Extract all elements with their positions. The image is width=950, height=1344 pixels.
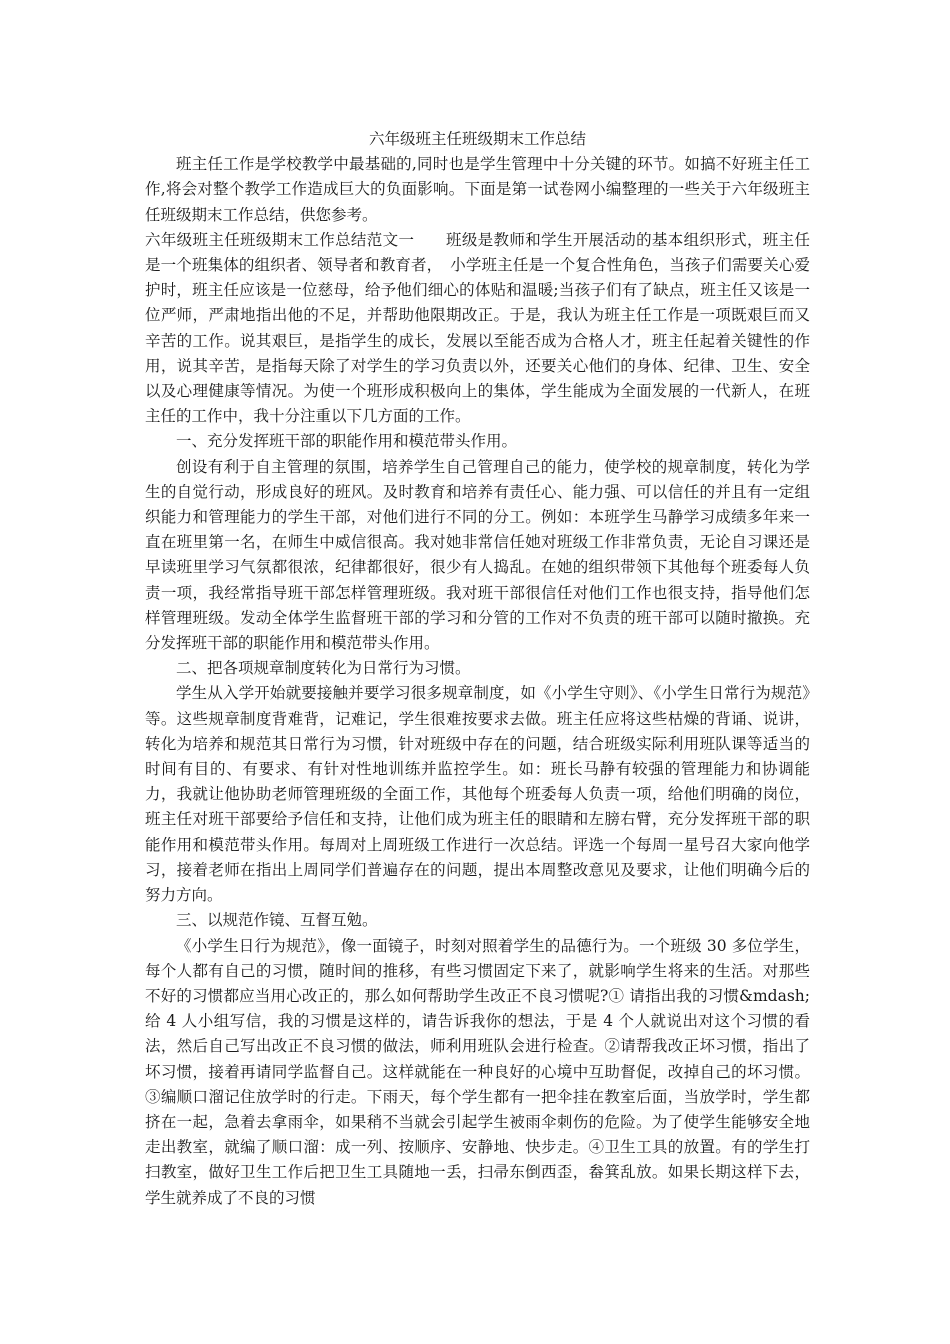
document-title: 六年级班主任班级期末工作总结: [368, 130, 586, 148]
body-paragraph-2: 学生从入学开始就要接触并要学习很多规章制度，如《小学生守则》、《小学生日常行为规范》等。这些规章制度背难背，记难记，学生很难按要求去做。班主任应将这些枯燥的背诵、说讲，转化为培养和规范其日常行为习惯，针对班级中存在的问题，结合班级实际利用班队课等适当的时间有目的、有要求、有针对性地训练并监控学生。如：班长马静有较强的管理能力和协调能力，我就让他协助老师管理班级的全面工作，其他每个班委每人负责一项，给他们明确的岗位，班主任对班干部要给予信任和支持，让他们成为班主任的眼睛和左膀右臂，充分发挥班干部的职能作用和模范带头作用。每周对上周班级工作进行一次总结。评选一个每周一星号召大家向他学习，接着老师在指出上周同学们普遍存在的问题，提出本周整改意见及要求，让他们明确今后的努力方向。: [145, 684, 810, 905]
section1-lead-paragraph: 六年级班主任班级期末工作总结范文一 班级是教师和学生开展活动的基本组织形式，班主任是一个班集体的组织者、领导者和教育者， 小学班主任是一个复合性角色，当孩子们需要关心爱护时，班主任应该是一位慈母，给予他们细心的体贴和温暖;当孩子们有了缺点，班主任又该是一位严师，严肃地指出他的不足，并帮助他限期改正。于是，我认为班主任工作是一项既艰巨而又辛苦的工作。说其艰巨，是指学生的成长，发展以至能否成为合格人才，班主任起着关键性的作用，说其辛苦，是指每天除了对学生的学习负责以外，还要关心他们的身体、纪律、卫生、安全以及心理健康等情况。为使一个班形成积极向上的集体，学生能成为全面发展的一代新人，在班主任的工作中，我十分注重以下几方面的工作。: [145, 230, 810, 426]
body-paragraph-1: 创设有利于自主管理的氛围，培养学生自己管理自己的能力，使学校的规章制度，转化为学生的自觉行动，形成良好的班风。及时教育和培养有责任心、能力强、可以信任的并且有一定组织能力和管理能力的学生干部，对他们进行不同的分工。例如：本班学生马静学习成绩多年来一直在班里第一名，在师生中威信很高。我对她非常信任她对班级工作非常负责，无论自习课还是早读班里学习气氛都很浓，纪律都很好，很少有人捣乱。在她的组织带领下其他每个班委每人负责一项，我经常指导班干部怎样管理班级。我对班干部很信任对他们工作也很支持，指导他们怎样管理班级。发动全体学生监督班干部的学习和分管的工作对不负责的班干部可以随时撤换。充分发挥班干部的职能作用和模范带头作用。: [145, 457, 810, 653]
section-heading-1: 一、充分发挥班干部的职能作用和模范带头作用。: [176, 432, 518, 451]
section-heading-2: 二、把各项规章制度转化为日常行为习惯。: [176, 659, 471, 678]
document-page: [145, 127, 810, 1211]
body-paragraph-3: 《小学生日行为规范》，像一面镜子，时刻对照着学生的品德行为。一个班级 30 多位学生，每个人都有自己的习惯，随时间的推移，有些习惯固定下来了，就影响学生将来的生活。对那些不好的习惯都应当用心改正的，那么如何帮助学生改正不良习惯呢?① 请指出我的习惯&mdash;给 4 人小组写信，我的习惯是这样的，请告诉我你的想法，于是 4 个人就说出对这个习惯的看法，然后自己写出改正不良习惯的做法，师利用班队会进行检查。②请帮我改正坏习惯，指出了坏习惯，接着再请同学监督自己。这样就能在一种良好的心境中互助督促，改掉自己的坏习惯。③编顺口溜记住放学时的行走。下雨天，每个学生都有一把伞挂在教室后面，当放学时，学生都挤在一起，急着去拿雨伞，如果稍不当就会引起学生被雨伞刺伤的危险。为了使学生能够安全地走出教室，就编了顺口溜：成一列、按顺序、安静地、快步走。④卫生工具的放置。有的学生打扫教室，做好卫生工作后把卫生工具随地一丢，扫帚东倒西歪，畚箕乱放。如果长期这样下去，学生就养成了不良的习惯: [145, 936, 810, 1207]
section-heading-3: 三、以规范作镜、互督互勉。: [176, 911, 378, 930]
intro-paragraph: 班主任工作是学校教学中最基础的,同时也是学生管理中十分关键的环节。如搞不好班主任工作,将会对整个教学工作造成巨大的负面影响。下面是第一试卷网小编整理的一些关于六年级班主任班级期末工作总结，供您参考。: [145, 155, 810, 224]
